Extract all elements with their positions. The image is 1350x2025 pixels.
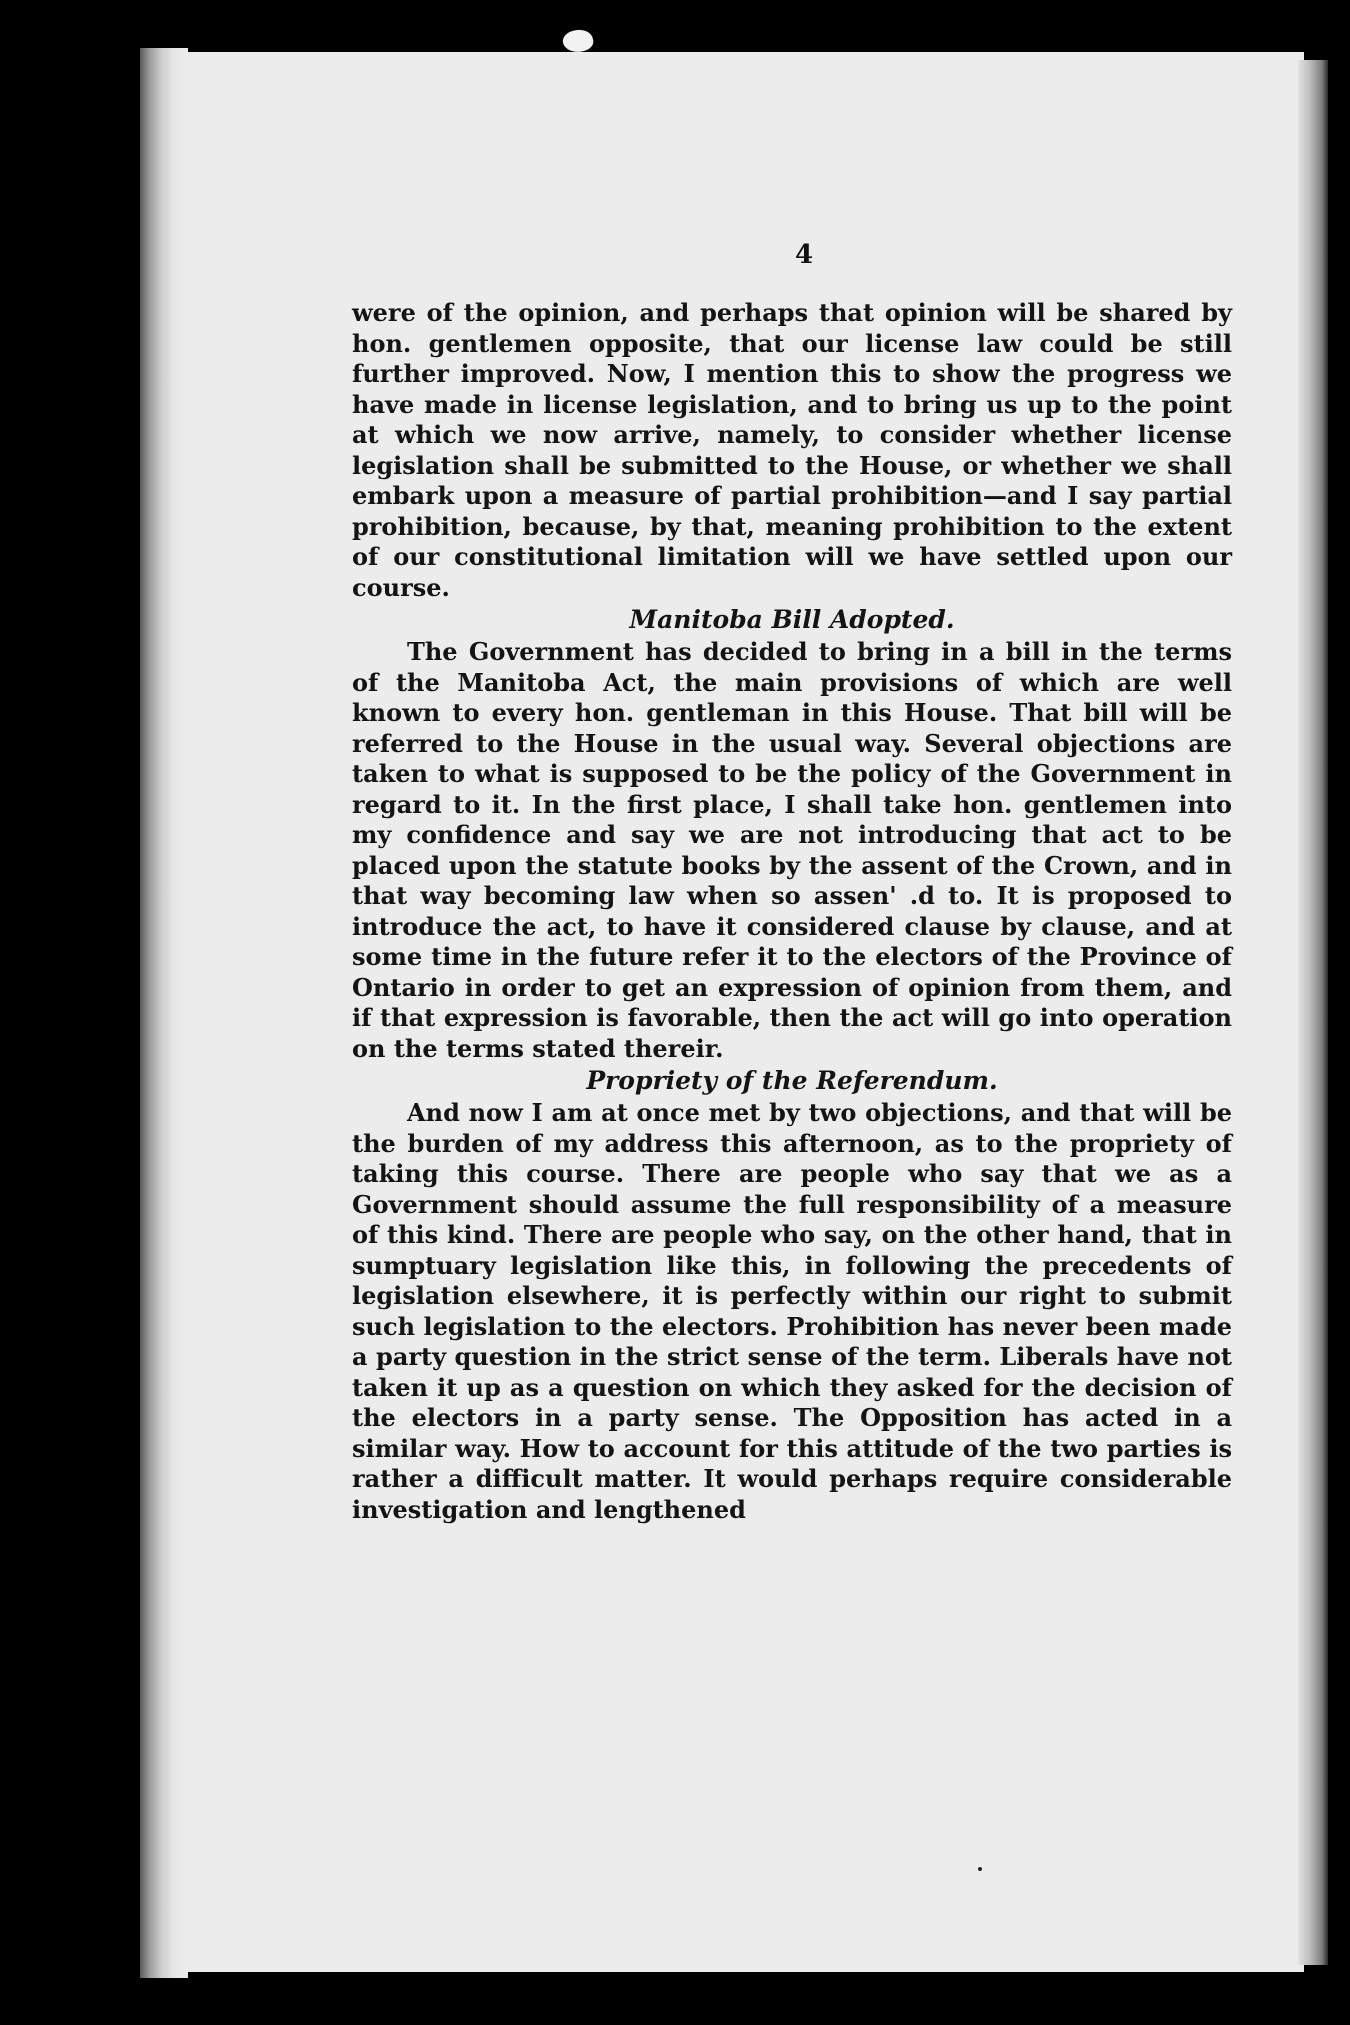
- body-paragraph: And now I am at once met by two objections, and that will be the burden of my address this afternoon, as to the propriety of taking this course. There are people who say that we as a Government should assume the full responsibility of a measure of this kind. There are people who say, on the other hand, that in sumptuary legislation like this, in following the precedents of legislation elsewhere, it is perfectly within our right to submit such legislation to the electors. Prohibition has never been made a party question in the strict sense of the term. Liberals have not taken it up as a question on which they asked for the decision of the electors in a party sense. The Opposition has acted in a similar way. How to account for this attitude of the two parties is rather a difficult matter. It would perhaps require considerable investigation and lengthened: [352, 1098, 1232, 1524]
- body-paragraph: The Government has decided to bring in a bill in the terms of the Manitoba Act, the main provisions of which are well known to every hon. gentleman in this House. That bill will be referred to the House in the usual way. Several objections are taken to what is supposed to be the policy of the Government in regard to it. In the first place, I shall take hon. gentlemen into my confidence and say we are not introducing that act to be placed upon the statute books by the assent of the Crown, and in that way becoming law when so assen' .d to. It is proposed to introduce the act, to have it considered clause by clause, and at some time in the future refer it to the electors of the Province of Ontario in order to get an expression of opinion from them, and if that expression is favorable, then the act will go into operation on the terms stated thereir.: [352, 637, 1232, 1063]
- page-body: [352, 298, 1232, 1525]
- section-heading: Manitoba Bill Adopted.: [629, 605, 955, 634]
- section-heading: Propriety of the Referendum.: [586, 1066, 998, 1095]
- body-paragraph: were of the opinion, and perhaps that opinion will be shared by hon. gentlemen opposite, that our license law could be still further improved. Now, I mention this to show the progress we have made in license legislation, and to bring us up to the point at which we now arrive, namely, to consider whether license legislation shall be submitted to the House, or whether we shall embark upon a measure of partial prohibition—and I say partial prohibition, because, by that, meaning prohibition to the extent of our constitutional limitation will we have settled upon our course.: [352, 298, 1232, 602]
- page-number: 4: [795, 240, 814, 270]
- left-page-edge: [140, 48, 188, 1978]
- ink-blot: [561, 27, 595, 55]
- right-page-edge: [1298, 60, 1328, 1965]
- stray-mark: [978, 1867, 982, 1871]
